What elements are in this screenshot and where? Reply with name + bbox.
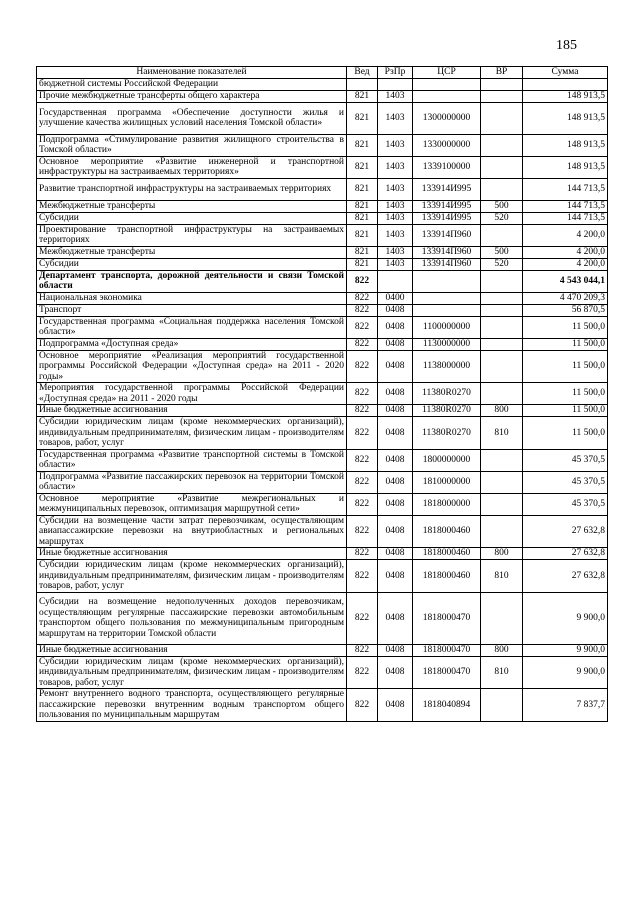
row-sum: 11 500,0: [523, 338, 608, 350]
row-sum: 27 632,8: [523, 560, 608, 593]
row-vr: [481, 592, 523, 644]
row-name: Основное мероприятие «Реализация мероприятий государственной программы Российской Федерации «Доступная среда» на 2011 - 2020 годы»: [37, 350, 347, 383]
row-sum: [523, 79, 608, 91]
table-row: [37, 644, 608, 656]
header-rzpr: РзПр: [378, 67, 413, 79]
row-rzpr: 0408: [378, 316, 413, 338]
table-row: [37, 304, 608, 316]
row-rzpr: 1403: [378, 134, 413, 156]
row-name: Межбюджетные трансферты: [37, 200, 347, 212]
row-name: Основное мероприятие «Развитие инженерной и транспортной инфраструктуры на застраиваемых территориях»: [37, 156, 347, 178]
table-row: [37, 212, 608, 224]
row-csr: 1818000460: [413, 548, 481, 560]
row-sum: 4 470 209,3: [523, 292, 608, 304]
table-row: [37, 471, 608, 493]
row-rzpr: 0408: [378, 515, 413, 548]
row-rzpr: 1403: [378, 178, 413, 200]
row-name: Основное мероприятие «Развитие межрегиональных и межмуниципальных перевозок, оптимизация маршрутной сети»: [37, 493, 347, 515]
table-row: [37, 246, 608, 258]
row-sum: 148 913,5: [523, 134, 608, 156]
header-name: Наименование показателей: [37, 67, 347, 79]
row-name: Государственная программа «Обеспечение доступности жилья и улучшение качества жилищных условий населения Томской области»: [37, 102, 347, 134]
row-name: Подпрограмма «Развитие пассажирских перевозок на территории Томской области»: [37, 471, 347, 493]
row-rzpr: 0408: [378, 560, 413, 593]
row-csr: [413, 79, 481, 91]
row-sum: 27 632,8: [523, 548, 608, 560]
table-body: [37, 79, 608, 722]
row-rzpr: 0408: [378, 449, 413, 471]
row-vr: 500: [481, 200, 523, 212]
row-csr: 1818000460: [413, 515, 481, 548]
row-vr: [481, 493, 523, 515]
row-vr: [481, 156, 523, 178]
row-vr: [481, 316, 523, 338]
row-name: Развитие транспортной инфраструктуры на застраиваемых территориях: [37, 178, 347, 200]
row-ved: 822: [347, 449, 378, 471]
table-row: [37, 258, 608, 270]
table-row: [37, 449, 608, 471]
table-row: [37, 102, 608, 134]
row-name: Иные бюджетные ассигнования: [37, 405, 347, 417]
row-name: Подпрограмма «Стимулирование развития жилищного строительства в Томской области»: [37, 134, 347, 156]
row-name: Подпрограмма «Доступная среда»: [37, 338, 347, 350]
row-csr: 1339100000: [413, 156, 481, 178]
table-row: [37, 292, 608, 304]
row-rzpr: 0408: [378, 338, 413, 350]
row-ved: 822: [347, 270, 378, 292]
row-csr: 1818000460: [413, 560, 481, 593]
row-name: Субсидии юридическим лицам (кроме некоммерческих организаций), индивидуальным предпринимателям, физическим лицам - производителям товаров, работ, услуг: [37, 560, 347, 593]
row-ved: 822: [347, 405, 378, 417]
row-name: бюджетной системы Российской Федерации: [37, 79, 347, 91]
row-csr: 1130000000: [413, 338, 481, 350]
row-name: Иные бюджетные ассигнования: [37, 548, 347, 560]
row-csr: 1300000000: [413, 102, 481, 134]
row-vr: 800: [481, 405, 523, 417]
table-row: [37, 90, 608, 102]
row-ved: 821: [347, 102, 378, 134]
row-vr: 810: [481, 560, 523, 593]
table-row: [37, 417, 608, 450]
table-row: [37, 79, 608, 91]
row-csr: 133914П960: [413, 258, 481, 270]
row-sum: 27 632,8: [523, 515, 608, 548]
row-sum: 148 913,5: [523, 102, 608, 134]
row-vr: 520: [481, 212, 523, 224]
row-sum: 11 500,0: [523, 405, 608, 417]
row-csr: 1818000470: [413, 592, 481, 644]
row-rzpr: 0408: [378, 689, 413, 722]
row-name: Мероприятия государственной программы Российской Федерации «Доступная среда» на 2011 - 2020 годы: [37, 383, 347, 405]
row-sum: 148 913,5: [523, 156, 608, 178]
row-rzpr: 0408: [378, 548, 413, 560]
row-csr: 11380R0270: [413, 383, 481, 405]
row-csr: 1810000000: [413, 471, 481, 493]
row-sum: 9 900,0: [523, 592, 608, 644]
row-ved: 822: [347, 304, 378, 316]
row-sum: 45 370,5: [523, 493, 608, 515]
row-ved: 822: [347, 560, 378, 593]
table-row: [37, 178, 608, 200]
row-rzpr: 0408: [378, 592, 413, 644]
row-ved: 822: [347, 417, 378, 450]
row-rzpr: 1403: [378, 90, 413, 102]
row-vr: [481, 471, 523, 493]
row-name: Государственная программа «Социальная поддержка населения Томской области»: [37, 316, 347, 338]
row-vr: [481, 689, 523, 722]
row-ved: 822: [347, 493, 378, 515]
row-csr: [413, 292, 481, 304]
row-name: Субсидии юридическим лицам (кроме некоммерческих организаций), индивидуальным предпринимателям, физическим лицам - производителям товаров, работ, услуг: [37, 417, 347, 450]
row-csr: [413, 304, 481, 316]
row-vr: [481, 134, 523, 156]
row-sum: 4 200,0: [523, 246, 608, 258]
row-csr: 133914И995: [413, 200, 481, 212]
table-row: [37, 548, 608, 560]
row-ved: 822: [347, 515, 378, 548]
table-row: [37, 689, 608, 722]
row-csr: 1818000000: [413, 493, 481, 515]
row-rzpr: [378, 79, 413, 91]
table-header-row: [37, 67, 608, 79]
row-vr: 520: [481, 258, 523, 270]
page-number: 185: [556, 38, 577, 53]
row-ved: 822: [347, 383, 378, 405]
header-sum: Сумма: [523, 67, 608, 79]
row-name: Национальная экономика: [37, 292, 347, 304]
row-sum: 56 870,5: [523, 304, 608, 316]
row-name: Иные бюджетные ассигнования: [37, 644, 347, 656]
table-row: [37, 405, 608, 417]
table-row: [37, 350, 608, 383]
row-rzpr: 1403: [378, 246, 413, 258]
row-ved: 822: [347, 592, 378, 644]
row-rzpr: 1403: [378, 212, 413, 224]
row-vr: [481, 178, 523, 200]
table-row: [37, 338, 608, 350]
row-vr: [481, 270, 523, 292]
table-row: [37, 515, 608, 548]
row-vr: [481, 350, 523, 383]
row-csr: 11380R0270: [413, 417, 481, 450]
table-row: [37, 493, 608, 515]
row-ved: 821: [347, 224, 378, 246]
row-name: Государственная программа «Развитие транспортной системы в Томской области»: [37, 449, 347, 471]
row-ved: 821: [347, 258, 378, 270]
row-ved: 821: [347, 134, 378, 156]
row-csr: 1818040894: [413, 689, 481, 722]
row-rzpr: [378, 270, 413, 292]
row-sum: 148 913,5: [523, 90, 608, 102]
row-csr: 1800000000: [413, 449, 481, 471]
row-csr: 1818000470: [413, 656, 481, 689]
header-vr: ВР: [481, 67, 523, 79]
row-ved: 822: [347, 644, 378, 656]
row-sum: 144 713,5: [523, 200, 608, 212]
row-rzpr: 1403: [378, 224, 413, 246]
table-row: [37, 156, 608, 178]
table-row: [37, 656, 608, 689]
row-csr: 133914И995: [413, 178, 481, 200]
row-ved: 821: [347, 156, 378, 178]
row-vr: [481, 338, 523, 350]
row-name: Транспорт: [37, 304, 347, 316]
row-name: Департамент транспорта, дорожной деятельности и связи Томской области: [37, 270, 347, 292]
row-csr: [413, 90, 481, 102]
budget-table: [36, 66, 608, 722]
row-sum: 144 713,5: [523, 178, 608, 200]
row-csr: 1330000000: [413, 134, 481, 156]
row-name: Прочие межбюджетные трансферты общего характера: [37, 90, 347, 102]
row-ved: 821: [347, 200, 378, 212]
row-ved: 822: [347, 292, 378, 304]
row-vr: [481, 292, 523, 304]
row-sum: 4 200,0: [523, 224, 608, 246]
row-name: Субсидии юридическим лицам (кроме некоммерческих организаций), индивидуальным предпринимателям, физическим лицам - производителям товаров, работ, услуг: [37, 656, 347, 689]
row-sum: 4 200,0: [523, 258, 608, 270]
row-sum: 7 837,7: [523, 689, 608, 722]
row-vr: 810: [481, 417, 523, 450]
row-ved: 822: [347, 689, 378, 722]
table-row: [37, 270, 608, 292]
row-vr: 800: [481, 548, 523, 560]
row-name: Субсидии: [37, 212, 347, 224]
row-sum: 45 370,5: [523, 471, 608, 493]
row-sum: 11 500,0: [523, 316, 608, 338]
table-row: [37, 592, 608, 644]
row-ved: 822: [347, 656, 378, 689]
row-vr: 500: [481, 246, 523, 258]
row-ved: [347, 79, 378, 91]
row-rzpr: 0408: [378, 417, 413, 450]
table-row: [37, 224, 608, 246]
row-rzpr: 0408: [378, 471, 413, 493]
row-vr: [481, 515, 523, 548]
row-csr: 1138000000: [413, 350, 481, 383]
row-sum: 9 900,0: [523, 644, 608, 656]
row-vr: [481, 449, 523, 471]
table-row: [37, 383, 608, 405]
row-rzpr: 0408: [378, 383, 413, 405]
row-csr: [413, 270, 481, 292]
row-csr: 133914П960: [413, 246, 481, 258]
row-rzpr: 0408: [378, 304, 413, 316]
row-vr: [481, 383, 523, 405]
row-csr: 1100000000: [413, 316, 481, 338]
row-name: Проектирование транспортной инфраструктуры на застраиваемых территориях: [37, 224, 347, 246]
row-csr: 133914И995: [413, 212, 481, 224]
table-row: [37, 200, 608, 212]
row-name: Субсидии на возмещение недополученных доходов перевозчикам, осуществляющим регулярные пассажирские перевозки автомобильным транспортом общего пользования по межмуниципальным пригородным маршрутам на территории Томской области: [37, 592, 347, 644]
row-name: Межбюджетные трансферты: [37, 246, 347, 258]
row-ved: 821: [347, 90, 378, 102]
row-vr: [481, 102, 523, 134]
row-rzpr: 0408: [378, 350, 413, 383]
row-vr: [481, 304, 523, 316]
row-rzpr: 1403: [378, 102, 413, 134]
row-sum: 45 370,5: [523, 449, 608, 471]
row-sum: 11 500,0: [523, 350, 608, 383]
row-rzpr: 1403: [378, 258, 413, 270]
row-ved: 822: [347, 548, 378, 560]
table-row: [37, 316, 608, 338]
row-name: Субсидии: [37, 258, 347, 270]
row-ved: 822: [347, 338, 378, 350]
row-sum: 144 713,5: [523, 212, 608, 224]
table-row: [37, 134, 608, 156]
row-ved: 822: [347, 471, 378, 493]
row-vr: 800: [481, 644, 523, 656]
header-csr: ЦСР: [413, 67, 481, 79]
row-vr: [481, 224, 523, 246]
row-rzpr: 1403: [378, 200, 413, 212]
row-sum: 11 500,0: [523, 383, 608, 405]
table-row: [37, 560, 608, 593]
row-vr: [481, 79, 523, 91]
row-ved: 821: [347, 246, 378, 258]
row-ved: 821: [347, 212, 378, 224]
row-rzpr: 0408: [378, 656, 413, 689]
row-rzpr: 0408: [378, 644, 413, 656]
row-csr: 133914П960: [413, 224, 481, 246]
row-rzpr: 0408: [378, 405, 413, 417]
row-name: Субсидии на возмещение части затрат перевозчикам, осуществляющим авиапассажирские перевозки на внутриобластных и региональных маршрутах: [37, 515, 347, 548]
row-rzpr: 0400: [378, 292, 413, 304]
row-vr: 810: [481, 656, 523, 689]
row-ved: 822: [347, 350, 378, 383]
row-name: Ремонт внутреннего водного транспорта, осуществляющего регулярные пассажирские перевозки внутренним водным транспортом общего пользования по муниципальным маршрутам: [37, 689, 347, 722]
row-rzpr: 1403: [378, 156, 413, 178]
row-vr: [481, 90, 523, 102]
row-sum: 9 900,0: [523, 656, 608, 689]
header-ved: Вед: [347, 67, 378, 79]
row-sum: 4 543 044,1: [523, 270, 608, 292]
row-ved: 822: [347, 316, 378, 338]
row-csr: 1818000470: [413, 644, 481, 656]
row-rzpr: 0408: [378, 493, 413, 515]
row-ved: 821: [347, 178, 378, 200]
row-csr: 11380R0270: [413, 405, 481, 417]
row-sum: 11 500,0: [523, 417, 608, 450]
